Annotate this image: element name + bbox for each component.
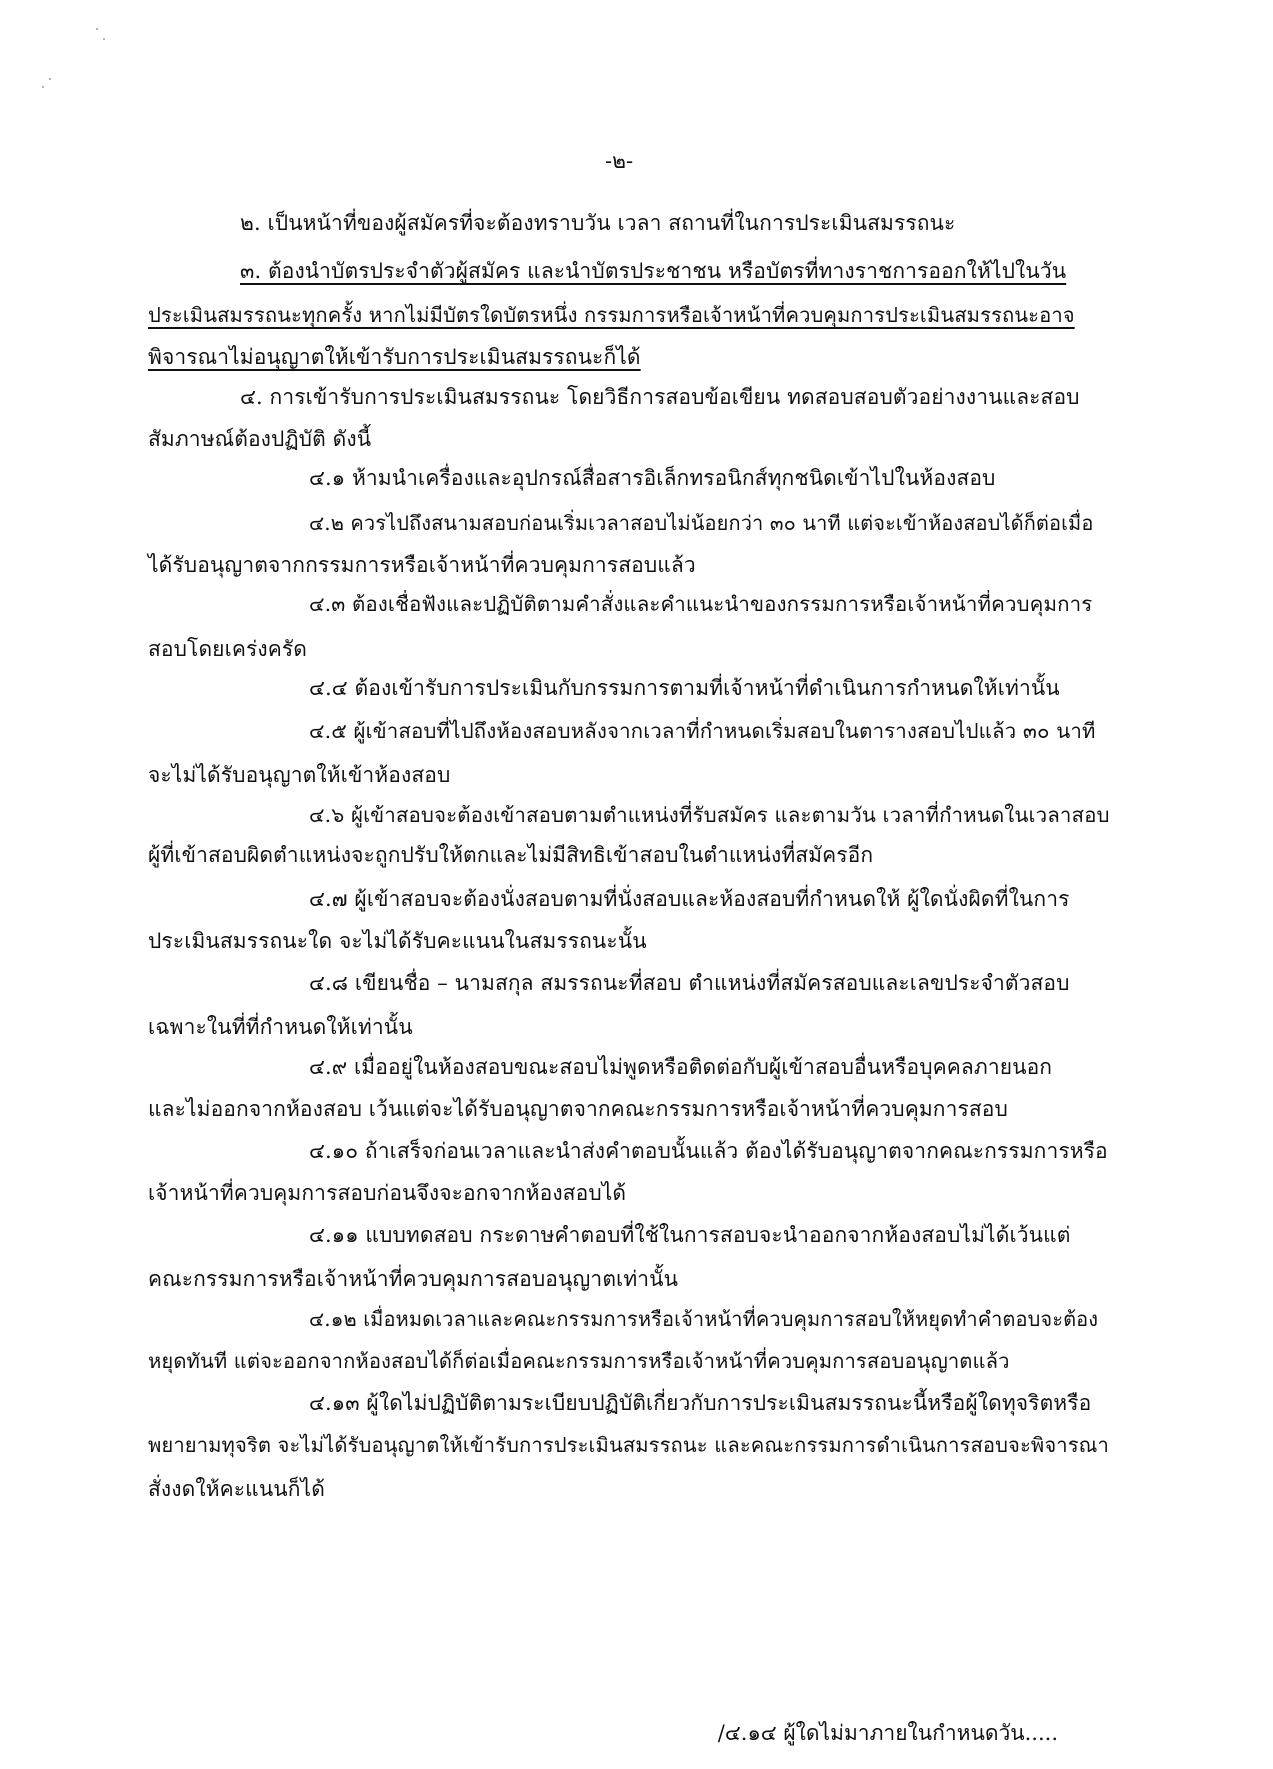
item-3-cont-1: ประเมินสมรรถนะทุกครั้ง หากไม่มีบัตรใดบัตรหนึ่ง กรรมการหรือเจ้าหน้าที่ควบคุมการประเมินสมรรถนะอาจ (148, 303, 1075, 327)
scan-speck (103, 38, 105, 40)
item-4-5-cont: จะไม่ได้รับอนุญาตให้เข้าห้องสอบ (148, 763, 451, 787)
scan-speck (49, 78, 51, 80)
item-4-13-cont-2: สั่งงดให้คะแนนก็ได้ (148, 1477, 325, 1501)
item-4-9: ๔.๙ เมื่ออยู่ในห้องสอบขณะสอบไม่พูดหรือติดต่อกับผู้เข้าสอบอื่นหรือบุคคลภายนอก (309, 1055, 1053, 1079)
item-4-11-cont: คณะกรรมการหรือเจ้าหน้าที่ควบคุมการสอบอนุญาตเท่านั้น (148, 1267, 679, 1291)
item-4-11: ๔.๑๑ แบบทดสอบ กระดาษคำตอบที่ใช้ในการสอบจะนำออกจากห้องสอบไม่ได้เว้นแต่ (309, 1223, 1071, 1247)
item-4-6-cont: ผู้ที่เข้าสอบผิดตำแหน่งจะถูกปรับให้ตกและไม่มีสิทธิเข้าสอบในตำแหน่งที่สมัครอีก (148, 843, 874, 867)
item-4-8-cont: เฉพาะในที่ที่กำหนดให้เท่านั้น (148, 1015, 413, 1039)
item-3: ๓. ต้องนำบัตรประจำตัวผู้สมัคร และนำบัตรประชาชน หรือบัตรที่ทางราชการออกให้ไปในวัน (240, 259, 1067, 283)
item-4-3: ๔.๓ ต้องเชื่อฟังและปฏิบัติตามคำสั่งและคำแนะนำของกรรมการหรือเจ้าหน้าที่ควบคุมการ (309, 592, 1093, 616)
item-3-cont-2: พิจารณาไม่อนุญาตให้เข้ารับการประเมินสมรรถนะก็ได้ (148, 345, 641, 369)
scan-speck (96, 28, 98, 30)
item-4: ๔. การเข้ารับการประเมินสมรรถนะ โดยวิธีการสอบข้อเขียน ทดสอบสอบตัวอย่างงานและสอบ (240, 385, 1080, 409)
scan-speck (42, 86, 44, 88)
item-4-cont: สัมภาษณ์ต้องปฏิบัติ ดังนี้ (148, 427, 372, 451)
page-number: -๒- (605, 149, 634, 173)
item-4-12-cont: หยุดทันที แต่จะออกจากห้องสอบได้ก็ต่อเมื่อคณะกรรมการหรือเจ้าหน้าที่ควบคุมการสอบอนุญาตแล้ว (148, 1349, 1010, 1373)
item-4-7-cont: ประเมินสมรรถนะใด จะไม่ได้รับคะแนนในสมรรถนะนั้น (148, 929, 647, 953)
item-4-2: ๔.๒ ควรไปถึงสนามสอบก่อนเริ่มเวลาสอบไม่น้อยกว่า ๓๐ นาที แต่จะเข้าห้องสอบได้ก็ต่อเมื่อ (309, 511, 1094, 535)
item-4-4: ๔.๔ ต้องเข้ารับการประเมินกับกรรมการตามที่เจ้าหน้าที่ดำเนินการกำหนดให้เท่านั้น (309, 676, 1060, 700)
item-4-13-cont-1: พยายามทุจริต จะไม่ได้รับอนุญาตให้เข้ารับการประเมินสมรรถนะ และคณะกรรมการดำเนินการสอบจะพิจารณา (148, 1433, 1109, 1457)
item-4-3-cont: สอบโดยเคร่งครัด (148, 637, 308, 661)
item-4-12: ๔.๑๒ เมื่อหมดเวลาและคณะกรรมการหรือเจ้าหน้าที่ควบคุมการสอบให้หยุดทำคำตอบจะต้อง (309, 1307, 1099, 1331)
item-4-7: ๔.๗ ผู้เข้าสอบจะต้องนั่งสอบตามที่นั่งสอบและห้องสอบที่กำหนดให้ ผู้ใดนั่งผิดที่ในการ (309, 887, 1070, 911)
continuation-note: /๔.๑๔ ผู้ใดไม่มาภายในกำหนดวัน..... (717, 1721, 1058, 1745)
item-4-9-cont: และไม่ออกจากห้องสอบ เว้นแต่จะได้รับอนุญาตจากคณะกรรมการหรือเจ้าหน้าที่ควบคุมการสอบ (148, 1097, 1008, 1121)
item-4-6: ๔.๖ ผู้เข้าสอบจะต้องเข้าสอบตามตำแหน่งที่รับสมัคร และตามวัน เวลาที่กำหนดในเวลาสอบ (309, 803, 1110, 827)
item-2: ๒. เป็นหน้าที่ของผู้สมัครที่จะต้องทราบวัน เวลา สถานที่ในการประเมินสมรรถนะ (240, 211, 956, 235)
item-4-5: ๔.๕ ผู้เข้าสอบที่ไปถึงห้องสอบหลังจากเวลาที่กำหนดเริ่มสอบในตารางสอบไปแล้ว ๓๐ นาที (309, 719, 1096, 743)
item-4-2-cont: ได้รับอนุญาตจากกรรมการหรือเจ้าหน้าที่ควบคุมการสอบแล้ว (148, 553, 696, 577)
item-4-10: ๔.๑๐ ถ้าเสร็จก่อนเวลาและนำส่งคำตอบนั้นแล้ว ต้องได้รับอนุญาตจากคณะกรรมการหรือ (309, 1139, 1108, 1163)
item-4-10-cont: เจ้าหน้าที่ควบคุมการสอบก่อนจึงจะอกจากห้องสอบได้ (148, 1181, 627, 1205)
item-4-8: ๔.๘ เขียนชื่อ – นามสกุล สมรรถนะที่สอบ ตำแหน่งที่สมัครสอบและเลขประจำตัวสอบ (309, 971, 1070, 995)
item-4-1: ๔.๑ ห้ามนำเครื่องและอุปกรณ์สื่อสารอิเล็กทรอนิกส์ทุกชนิดเข้าไปในห้องสอบ (309, 466, 996, 490)
item-4-13: ๔.๑๓ ผู้ใดไม่ปฏิบัติตามระเบียบปฏิบัติเกี่ยวกับการประเมินสมรรถนะนี้หรือผู้ใดทุจริตหรือ (309, 1391, 1092, 1415)
